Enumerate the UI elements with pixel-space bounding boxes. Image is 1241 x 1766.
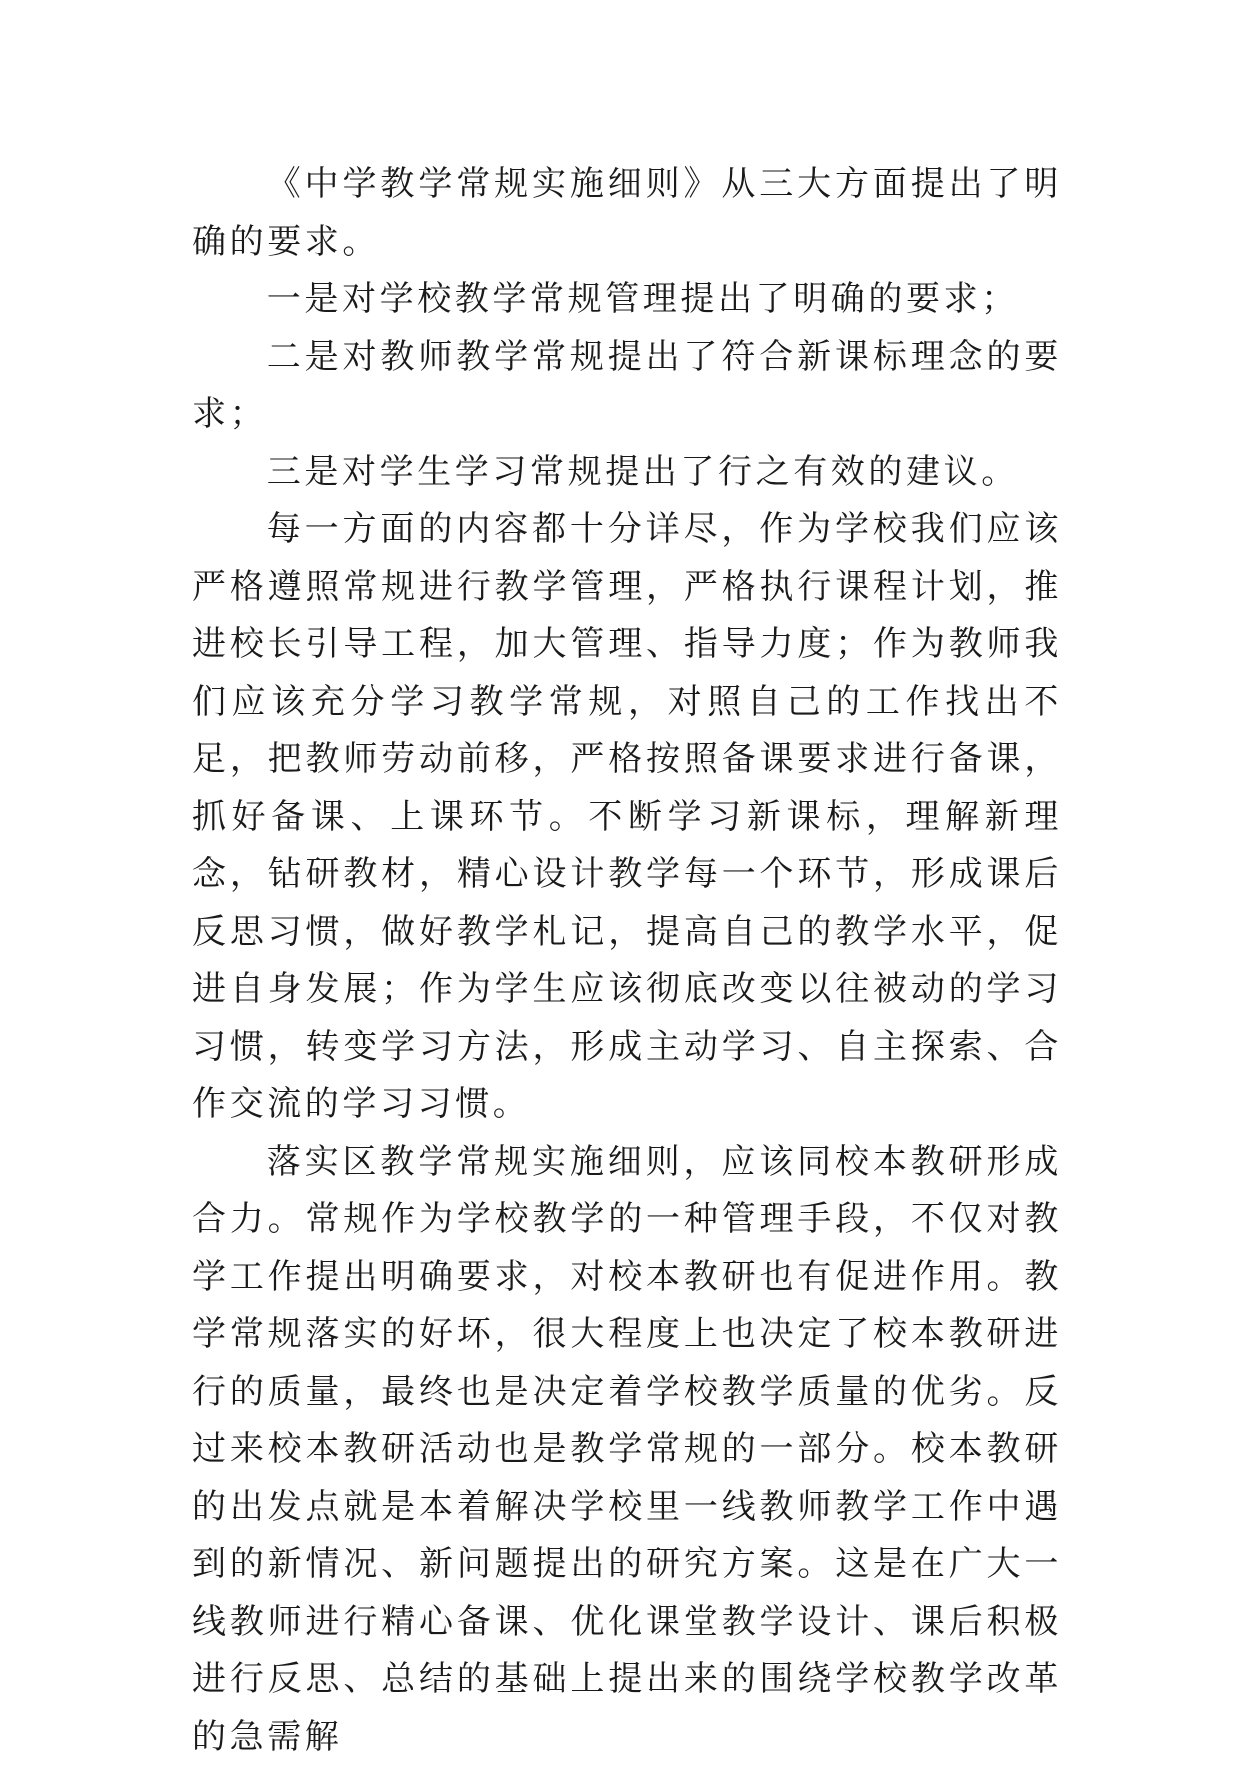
paragraph-intro: 《中学教学常规实施细则》从三大方面提出了明确的要求。 (192, 156, 1062, 271)
paragraph-point-3: 三是对学生学习常规提出了行之有效的建议。 (192, 444, 1062, 502)
paragraph-implementation: 落实区教学常规实施细则，应该同校本教研形成合力。常规作为学校教学的一种管理手段，不仅对教学工作提出明确要求，对校本教研也有促进作用。教学常规落实的好坏，很大程度上也决定了校本教研进行的质量，最终也是决定着学校教学质量的优劣。反过来校本教研活动也是教学常规的一部分。校本教研的出发点就是本着解决学校里一线教师教学工作中遇到的新情况、新问题提出的研究方案。这是在广大一线教师进行精心备课、优化课堂教学设计、课后积极进行反思、总结的基础上提出来的围绕学校教学改革的急需解 (192, 1134, 1062, 1766)
document-body (192, 156, 1062, 1766)
paragraph-point-2: 二是对教师教学常规提出了符合新课标理念的要求； (192, 329, 1062, 444)
paragraph-point-1: 一是对学校教学常规管理提出了明确的要求； (192, 271, 1062, 329)
paragraph-details: 每一方面的内容都十分详尽，作为学校我们应该严格遵照常规进行教学管理，严格执行课程计划，推进校长引导工程，加大管理、指导力度；作为教师我们应该充分学习教学常规，对照自己的工作找出不足，把教师劳动前移，严格按照备课要求进行备课，抓好备课、上课环节。不断学习新课标，理解新理念，钻研教材，精心设计教学每一个环节，形成课后反思习惯，做好教学札记，提高自己的教学水平，促进自身发展；作为学生应该彻底改变以往被动的学习习惯，转变学习方法，形成主动学习、自主探索、合作交流的学习习惯。 (192, 501, 1062, 1134)
